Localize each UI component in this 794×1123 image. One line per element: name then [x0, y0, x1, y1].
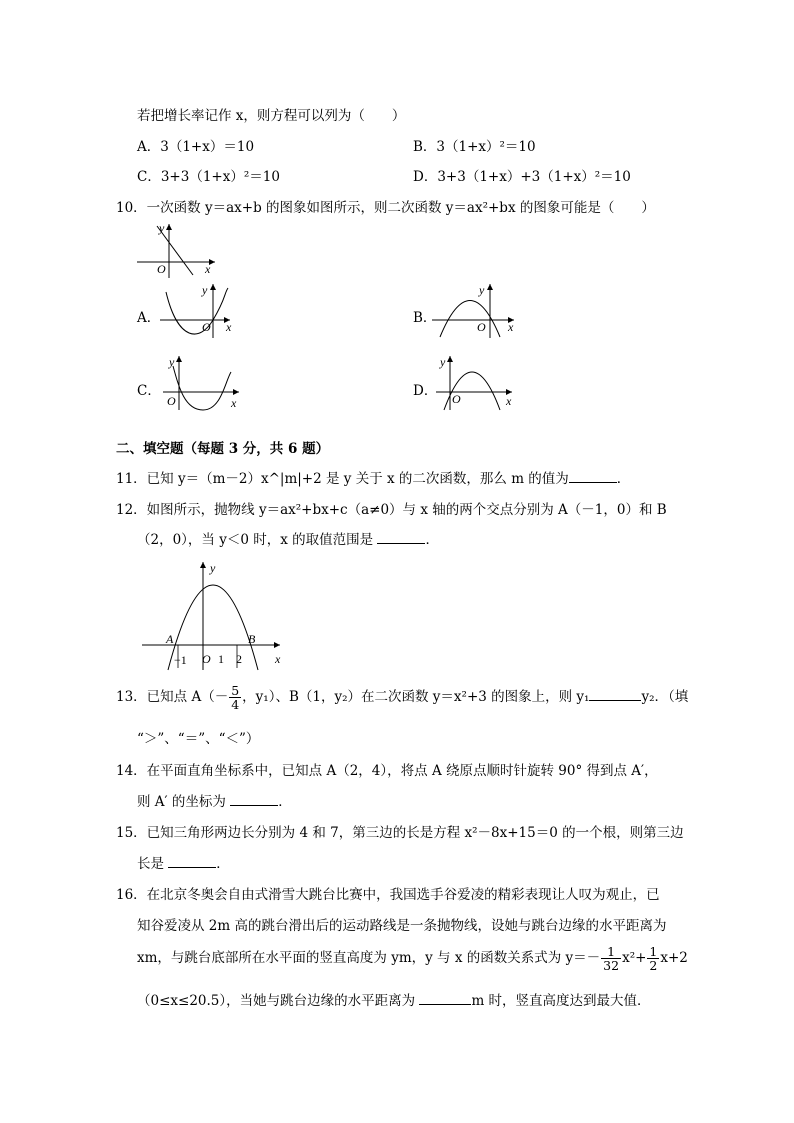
q12-y-label: y: [210, 561, 216, 575]
q15-line1: 15．已知三角形两边长分别为 4 和 7，第三边的长是方程 x²－8x+15＝0 的一个根，则第三边: [116, 825, 684, 841]
q16-answer-blank[interactable]: [419, 1004, 471, 1005]
q13-prefix: 13．已知点 A（: [116, 689, 215, 706]
q12-point-a-label: A: [166, 632, 174, 646]
q10-c-x-label: x: [231, 396, 237, 410]
q10-c-origin-label: O: [167, 394, 176, 408]
q10-option-d-graph: [436, 354, 526, 414]
q16-line2: 知谷爱凌从 2m 高的跳台滑出后的运动路线是一条抛物线，设她与跳台边缘的水平距离为: [137, 918, 667, 934]
q10-linear-y-label: y: [159, 221, 165, 235]
q10-linear-x-label: x: [205, 262, 211, 276]
q12-end: ．: [425, 532, 439, 548]
q10-option-b-label: B．: [413, 310, 437, 326]
q13-fraction: [229, 684, 241, 711]
q14-answer-blank[interactable]: [230, 805, 278, 806]
q14-end: ．: [278, 794, 292, 810]
q13-frac-den: 4: [231, 697, 240, 713]
q11-end: ．: [616, 471, 631, 487]
q10-a-origin-label: O: [202, 320, 211, 334]
q16-frac2-den: 2: [649, 958, 658, 974]
q9-intro: 若把增长率记作 x，则方程可以列为（ ）: [137, 108, 406, 124]
q10-d-x-label: x: [506, 394, 512, 408]
q10-a-x-label: x: [226, 320, 232, 334]
q12-parabola-graph: [140, 560, 290, 670]
q16-line3a: xm，与跳台底部所在水平面的竖直高度为 ym，y 与 x 的函数关系式为 y＝－: [137, 950, 601, 967]
q13-answer-blank[interactable]: [589, 700, 641, 701]
q16-line3: [137, 945, 688, 972]
q16-fraction-1: [601, 945, 621, 972]
q12-line1: 12．如图所示，抛物线 y＝ax²+bx+c（a≠0）与 x 轴的两个交点分别为 A（－1，0）和 B: [116, 502, 667, 518]
q10-option-a-graph: [160, 282, 250, 342]
q10-b-origin-label: O: [477, 320, 486, 334]
q10-option-c-graph: [163, 354, 253, 414]
q12-line2-wrap: [137, 528, 439, 548]
q10-b-x-label: x: [508, 320, 514, 334]
q16-line4a: （0≤x≤20.5），当她与跳台边缘的水平距离为: [137, 993, 416, 1009]
q11-line: [116, 467, 630, 487]
q14-line1: 14．在平面直角坐标系中，已知点 A（2，4），将点 A 绕原点顺时针旋转 90° 得到点 A′，: [116, 763, 658, 779]
q12-x-label: x: [275, 652, 281, 666]
q15-end: ．: [216, 856, 230, 872]
q16-line4: [137, 989, 651, 1009]
q10-c-y-label: y: [169, 355, 175, 369]
q12-tick-2: 2: [236, 652, 242, 666]
q13-line1: [116, 684, 688, 711]
q9-option-b: B．3（1+x）²＝10: [413, 139, 536, 155]
q13-line2: “＞”、“＝”、“＜”）: [137, 731, 260, 747]
section-heading-fill-in: 二、填空题（每题 3 分，共 6 题）: [116, 441, 330, 457]
q16-line4b: m 时，竖直高度达到最大值．: [471, 993, 651, 1009]
q10-linear-graph: [135, 220, 225, 280]
q15-line2-wrap: [137, 852, 230, 872]
q14-line2: 则 A′ 的坐标为: [137, 794, 226, 810]
q16-line1: 16．在北京冬奥会自由式滑雪大跳台比赛中，我国选手谷爱凌的精彩表现让人叹为观止，已: [116, 887, 660, 903]
q15-answer-blank[interactable]: [168, 867, 216, 868]
q10-a-y-label: y: [202, 283, 208, 297]
q12-origin-label: O: [202, 652, 211, 666]
q12-tick-neg1: −1: [174, 653, 187, 667]
q16-line3c: x+2: [660, 950, 688, 967]
q9-option-c: C．3+3（1+x）²＝10: [137, 169, 280, 185]
q14-line2-wrap: [137, 790, 292, 810]
q12-tick-1: 1: [218, 652, 224, 666]
q16-line3b: x²+: [622, 950, 647, 967]
q9-option-a: A．3（1+x）＝10: [137, 139, 255, 155]
q10-option-b-graph: [432, 282, 527, 342]
q10-linear-origin-label: O: [157, 262, 166, 276]
q12-line2: （2，0），当 y＜0 时，x 的取值范围是: [137, 532, 374, 548]
q11-answer-blank[interactable]: [569, 482, 617, 483]
q13-after: y₂．（填: [641, 689, 689, 706]
q9-option-d: D．3+3（1+x）+3（1+x）²＝10: [413, 169, 631, 185]
q13-mid: ，y₁）、B（1，y₂）在二次函数 y＝x²+3 的图象上，则 y₁: [242, 689, 590, 706]
q13-frac-num: 5: [231, 683, 240, 698]
q12-answer-blank[interactable]: [377, 543, 425, 544]
q13-minus: －: [214, 689, 229, 706]
q10-option-a-label: A．: [137, 310, 161, 326]
q12-point-b-label: B: [248, 632, 256, 646]
q10-d-y-label: y: [440, 355, 446, 369]
q16-frac1-num: 1: [601, 945, 621, 959]
q16-frac2-num: 1: [649, 944, 658, 959]
q16-fraction-2: [647, 945, 659, 972]
q10-d-origin-label: O: [452, 392, 461, 406]
q16-frac1-den: 32: [603, 958, 620, 974]
q10-b-y-label: y: [479, 283, 485, 297]
q15-line2: 长是: [137, 856, 164, 872]
q10-stem: 10．一次函数 y＝ax+b 的图象如图所示，则二次函数 y＝ax²+bx 的图象可能是（ ）: [116, 200, 655, 216]
q10-option-c-label: C．: [137, 383, 161, 399]
q10-option-d-label: D．: [413, 383, 438, 399]
q11-text: 11．已知 y＝（m－2）x^|m|+2 是 y 关于 x 的二次函数，那么 m 的值为: [116, 471, 569, 487]
